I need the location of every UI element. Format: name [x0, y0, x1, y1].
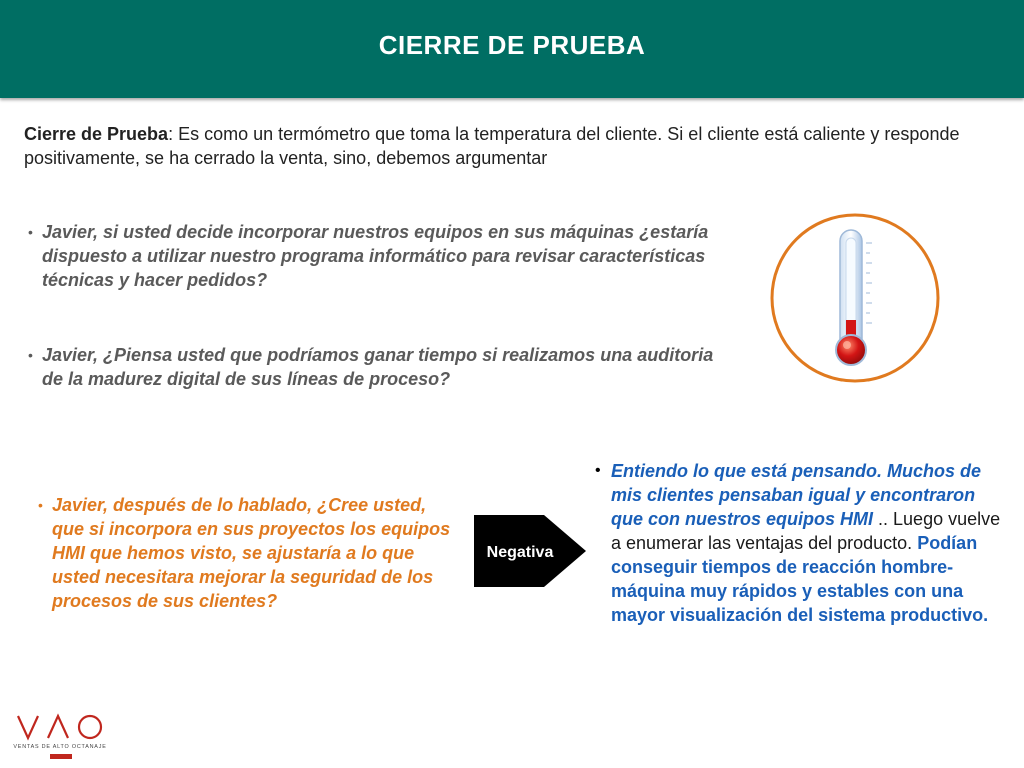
bullet-dot: •: [28, 347, 33, 363]
bullet-dot: •: [28, 224, 33, 240]
negativa-label: Negativa: [486, 544, 554, 561]
question-3-text: Javier, después de lo hablado, ¿Cree usted, que si incorpora en sus proyectos los equipos HMI que hemos visto, se ajustaría a lo que usted necesitara mejorar la seguridad de los procesos de sus clientes?: [52, 495, 451, 611]
question-bullet-3: [38, 493, 452, 613]
vao-logo: [12, 712, 112, 762]
intro-text: : Es como un termómetro que toma la temperatura del cliente. Si el cliente está caliente y responde positivamente, se ha cerrado la venta, sino, debemos argumentar: [24, 124, 960, 168]
negativa-arrow: [474, 515, 586, 587]
intro-term: Cierre de Prueba: [24, 124, 169, 144]
question-2-text: Javier, ¿Piensa usted que podríamos ganar tiempo si realizamos una auditoria de la madurez digital de sus líneas de proceso?: [42, 345, 714, 389]
slide-title: CIERRE DE PRUEBA: [378, 30, 646, 60]
answer-bullet: [595, 459, 1001, 627]
logo-tagline: VENTAS DE ALTO OCTANAJE: [13, 744, 107, 750]
bullet-dot: •: [38, 497, 43, 513]
question-1-text: Javier, si usted decide incorporar nuestros equipos en sus máquinas ¿estaría dispuesto a utilizar nuestro programa informático para revisar características técnicas y hacer pedidos?: [42, 222, 709, 290]
answer-part-2: .. Luego vuelve a enumerar las ventajas del producto.: [611, 509, 1001, 553]
bullet-dot: •: [595, 462, 601, 479]
answer-part-3: Podían conseguir tiempos de reacción hombre-máquina muy rápidos y estables con una mayor visualización del sistema productivo.: [611, 533, 989, 625]
answer-part-1: Entiendo lo que está pensando. Muchos de mis clientes pensaban igual y encontraron que con nuestros equipos HMI: [611, 461, 982, 529]
slide-header: [0, 0, 1024, 98]
intro-paragraph: [24, 122, 999, 170]
question-bullet-2: [28, 343, 722, 391]
question-bullet-1: [28, 220, 722, 292]
thermometer-icon: [768, 213, 944, 383]
